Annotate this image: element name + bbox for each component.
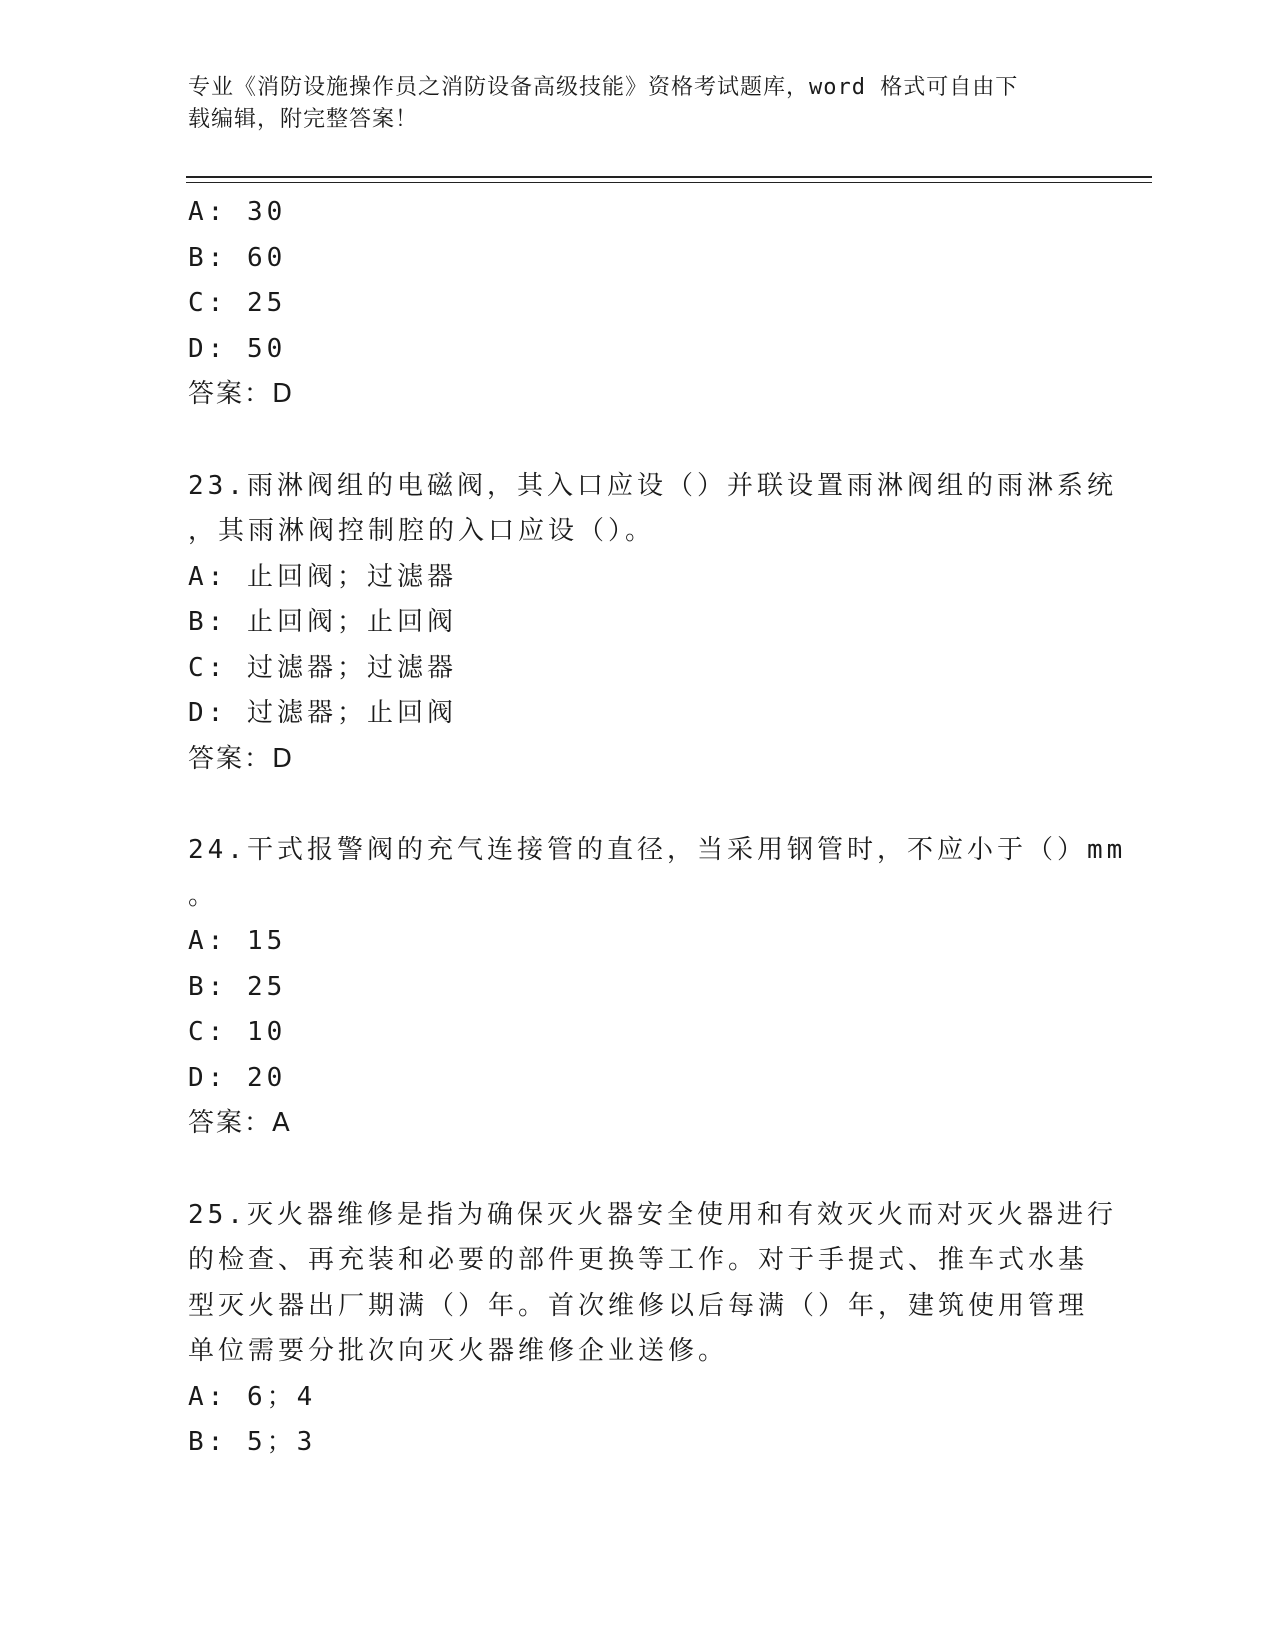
answer-line: 答案：A	[188, 1108, 292, 1138]
question-22-tail	[188, 190, 1088, 418]
question-stem: 25.灭火器维修是指为确保灭火器安全使用和有效灭火而对灭火器进行	[188, 1199, 1117, 1230]
header-line-2: 载编辑，附完整答案！	[188, 107, 419, 132]
option-a: A: 15	[188, 926, 287, 956]
question-24	[188, 828, 1127, 1147]
question-stem: ，其雨淋阀控制腔的入口应设（）。	[188, 516, 656, 546]
option-a: A: 6；4	[188, 1381, 317, 1412]
question-stem: 型灭火器出厂期满（）年。首次维修以后每满（）年，建筑使用管理	[188, 1290, 1089, 1321]
option-d: D: 20	[188, 1062, 287, 1093]
option-a: A: 30	[188, 197, 287, 227]
spacer	[188, 418, 1088, 464]
option-a: A: 止回阀；过滤器	[188, 561, 457, 592]
question-stem: 24.干式报警阀的充气连接管的直径，当采用钢管时，不应小于（）mm	[188, 835, 1127, 865]
option-b: B: 25	[188, 971, 287, 1002]
option-c: C: 10	[188, 1017, 287, 1047]
header-divider-thick	[186, 176, 1152, 178]
question-stem: 23.雨淋阀组的电磁阀，其入口应设（）并联设置雨淋阀组的雨淋系统	[188, 470, 1117, 501]
option-c: C: 25	[188, 288, 287, 318]
spacer	[188, 782, 1088, 828]
header-divider-thin	[186, 182, 1152, 183]
option-c: C: 过滤器；过滤器	[188, 652, 457, 683]
option-b: B: 5；3	[188, 1427, 317, 1457]
answer-line: 答案：D	[188, 379, 295, 409]
option-d: D: 50	[188, 333, 287, 364]
spacer	[188, 1147, 1088, 1193]
question-25	[188, 1193, 1117, 1466]
question-stem: 单位需要分批次向灭火器维修企业送修。	[188, 1336, 729, 1366]
option-b: B: 止回阀；止回阀	[188, 607, 457, 637]
header-line-1: 专业《消防设施操作员之消防设备高级技能》资格考试题库，word 格式可自由下	[188, 75, 1019, 100]
answer-line: 答案：D	[188, 743, 295, 774]
document-header	[188, 72, 1068, 136]
question-list	[188, 190, 1127, 1466]
option-b: B: 60	[188, 242, 287, 273]
question-23	[188, 464, 1117, 783]
question-stem: 的检查、再充装和必要的部件更换等工作。对于手提式、推车式水基	[188, 1245, 1089, 1275]
question-stem: 。	[188, 880, 219, 911]
option-d: D: 过滤器；止回阀	[188, 698, 457, 728]
